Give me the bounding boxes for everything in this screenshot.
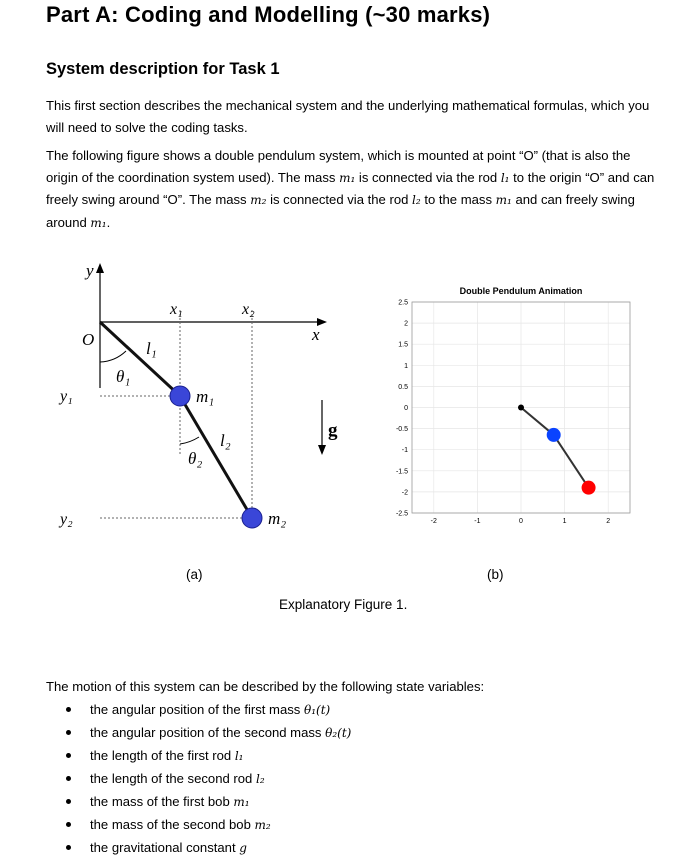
list-item-text: the length of the first rod — [90, 748, 235, 763]
list-item-symbol: l₂ — [255, 772, 265, 786]
label-x2: x₂ — [242, 301, 255, 318]
figure-caption: Explanatory Figure 1. — [279, 597, 408, 612]
chart-point-bob2 — [582, 481, 596, 495]
chart-y-tick-label: 0 — [404, 405, 408, 412]
state-variables-intro: The motion of this system can be described by the following state variables: — [46, 679, 485, 694]
gravity-arrow — [318, 445, 326, 455]
list-item-text: the gravitational constant — [90, 840, 240, 855]
rod-l1 — [100, 322, 180, 396]
label-theta1: θ₁ — [116, 367, 131, 386]
label-x-axis: x — [312, 325, 320, 344]
chart-x-tick-label: -2 — [430, 518, 437, 525]
chart-x-tick-label: -1 — [474, 518, 481, 525]
page-title: Part A: Coding and Modelling (~30 marks) — [46, 2, 491, 27]
list-item-text: the length of the second rod — [90, 771, 256, 786]
list-item-symbol: l₁ — [234, 749, 244, 763]
chart-y-tick-label: 2 — [404, 320, 408, 328]
chart-y-tick-label: 1.5 — [398, 341, 408, 349]
chart-y-tick-label: 2.5 — [398, 299, 408, 307]
chart-rod-bob1-bob2 — [554, 435, 589, 488]
section-heading: System description for Task 1 — [46, 60, 280, 78]
list-item — [66, 813, 351, 836]
figure-a-diagram — [0, 250, 380, 550]
list-item — [66, 836, 351, 859]
theta1-arc — [100, 351, 126, 362]
label-theta2: θ₂ — [188, 449, 203, 468]
chart-y-tick-label: 0.5 — [398, 383, 408, 391]
chart-title: Double Pendulum Animation — [459, 286, 583, 296]
label-l2: l₂ — [220, 431, 231, 450]
figure-b-label: (b) — [487, 567, 504, 582]
label-m1: m₁ — [196, 387, 215, 406]
chart-y-tick-label: -1 — [401, 447, 408, 455]
chart-y-tick-label: 1 — [404, 362, 408, 370]
chart-x-tick-label: 0 — [519, 518, 523, 525]
chart-point-pivot — [518, 405, 524, 411]
list-item-symbol: θ₂(t) — [325, 726, 352, 740]
label-gravity: g — [328, 420, 338, 441]
chart-tick-labels — [396, 300, 610, 526]
label-x1: x₁ — [170, 301, 183, 318]
intro-paragraph: This first section describes the mechanical system and the underlying mathematical formulas, which you will need to solve the coding tasks. — [46, 98, 650, 135]
label-y2: y₂ — [60, 511, 73, 528]
list-item — [66, 767, 351, 790]
chart-y-tick-label: -2.5 — [395, 510, 408, 518]
list-item — [66, 744, 351, 767]
list-item-text: the mass of the second bob — [90, 817, 255, 832]
state-variable-list — [66, 698, 351, 859]
list-item — [66, 721, 351, 744]
label-y-axis: y — [86, 261, 94, 280]
list-item-text: the angular position of the second mass — [90, 725, 326, 740]
chart-y-tick-label: -1.5 — [395, 468, 408, 476]
chart-x-tick-label: 1 — [562, 518, 567, 525]
chart-y-tick-label: -2 — [401, 489, 408, 497]
bob-m2 — [242, 508, 262, 528]
double-pendulum-chart — [385, 280, 645, 540]
list-item — [66, 698, 351, 721]
list-item — [66, 790, 351, 813]
label-m2: m₂ — [268, 509, 287, 528]
chart-y-tick-label: -0.5 — [395, 426, 408, 434]
list-item-symbol: m₂ — [254, 818, 271, 832]
y-axis-arrow — [96, 263, 104, 273]
label-origin: O — [82, 330, 95, 349]
list-item-text: the mass of the first bob — [90, 794, 234, 809]
label-y1: y₁ — [60, 388, 73, 405]
label-l1: l₁ — [146, 339, 157, 358]
list-item-text: the angular position of the first mass — [90, 702, 304, 717]
bob-m1 — [170, 386, 190, 406]
theta2-arc — [180, 437, 199, 444]
figure-a-label: (a) — [186, 567, 203, 582]
figure-description-paragraph: The following figure shows a double pendulum system, which is mounted at point “O” (that is also the origin of the coordination system used). The mass m₁ is connected via the rod l₁ to the origin “O” and can freely swing around “O”. The mass m₂ is connected via the rod l₂ to the mass m₁ and can freely swing around m₁. — [46, 148, 655, 230]
list-item-symbol: m₁ — [233, 795, 250, 809]
list-item-symbol: g — [239, 841, 247, 855]
chart-point-bob1 — [547, 428, 561, 442]
chart-x-tick-label: 2 — [606, 518, 611, 525]
list-item-symbol: θ₁(t) — [303, 703, 331, 717]
